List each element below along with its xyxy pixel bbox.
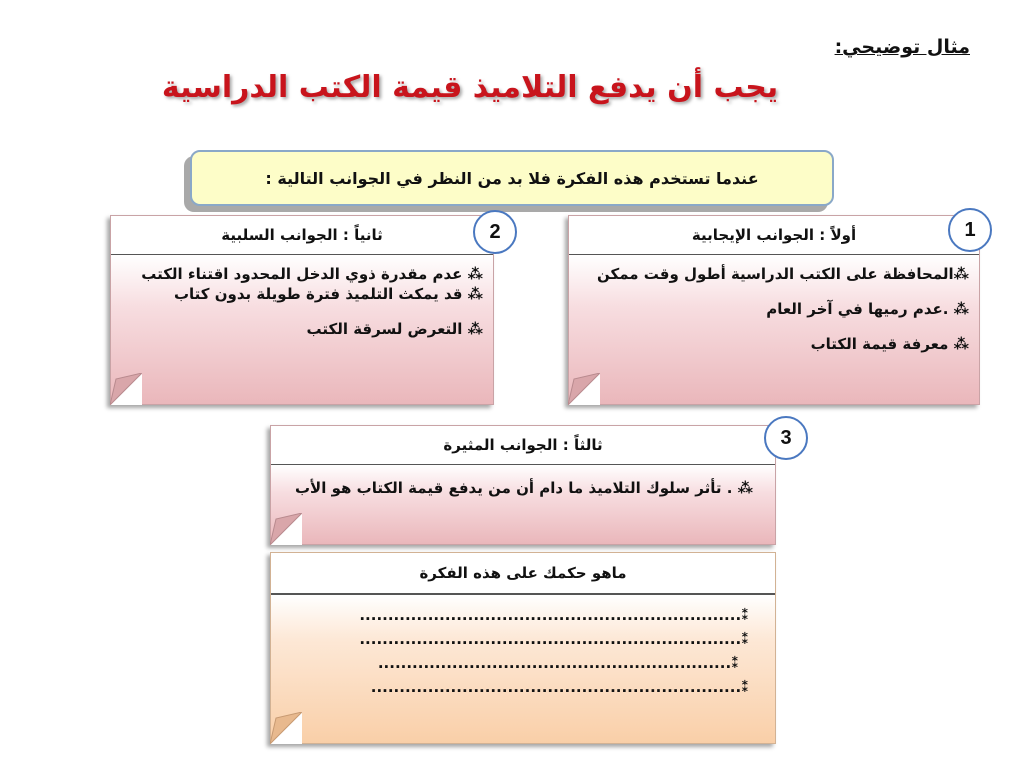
interesting-title: ثالثاً : الجوانب المثيرة — [271, 426, 775, 465]
number-badge-2: 2 — [473, 210, 517, 254]
page-fold-icon — [270, 513, 302, 545]
judgment-title: ماهو حكمك على هذه الفكرة — [271, 553, 775, 594]
answer-line[interactable]: ⁑.............................................................. — [377, 654, 739, 672]
list-item: ⁂ معرفة قيمة الكتاب — [810, 335, 969, 353]
positives-list — [569, 255, 979, 353]
intro-box — [190, 150, 834, 206]
interesting-list — [271, 465, 775, 497]
intro-text: عندما تستخدم هذه الفكرة فلا بد من النظر في الجوانب التالية : — [265, 168, 759, 188]
number-badge-1: 1 — [948, 208, 992, 252]
interesting-card — [270, 425, 776, 545]
number-badge-3: 3 — [764, 416, 808, 460]
negatives-list — [111, 255, 493, 338]
judgment-lines — [271, 594, 775, 696]
answer-line[interactable]: ⁑................................................................... — [359, 630, 749, 648]
positives-card — [568, 215, 980, 405]
negatives-card — [110, 215, 494, 405]
answer-line[interactable]: ⁑................................................................. — [370, 678, 749, 696]
negatives-title: ثانياً : الجوانب السلبية — [111, 216, 493, 255]
page-title: يجب أن يدفع التلاميذ قيمة الكتب الدراسية — [161, 70, 779, 105]
list-item: ⁂ قد يمكث التلميذ فترة طويلة بدون كتاب — [173, 285, 483, 303]
list-item: ⁂المحافظة على الكتب الدراسية أطول وقت ممكن — [597, 265, 969, 283]
judgment-card — [270, 552, 776, 744]
answer-line[interactable]: ⁑................................................................... — [359, 606, 749, 624]
list-item: ⁂ .عدم رميها في آخر العام — [766, 300, 969, 318]
page-fold-icon — [568, 373, 600, 405]
list-item: ⁂ . تأثر سلوك التلاميذ ما دام أن من يدفع قيمة الكتاب هو الأب — [294, 479, 753, 497]
page-fold-icon — [110, 373, 142, 405]
list-item: ⁂ التعرض لسرقة الكتب — [306, 320, 483, 338]
list-item: ⁂ عدم مقدرة ذوي الدخل المحدود اقتناء الكتب — [141, 265, 483, 283]
positives-title: أولاً : الجوانب الإيجابية — [569, 216, 979, 255]
example-label: مثال توضيحي: — [834, 36, 970, 58]
page-fold-icon — [270, 712, 302, 744]
